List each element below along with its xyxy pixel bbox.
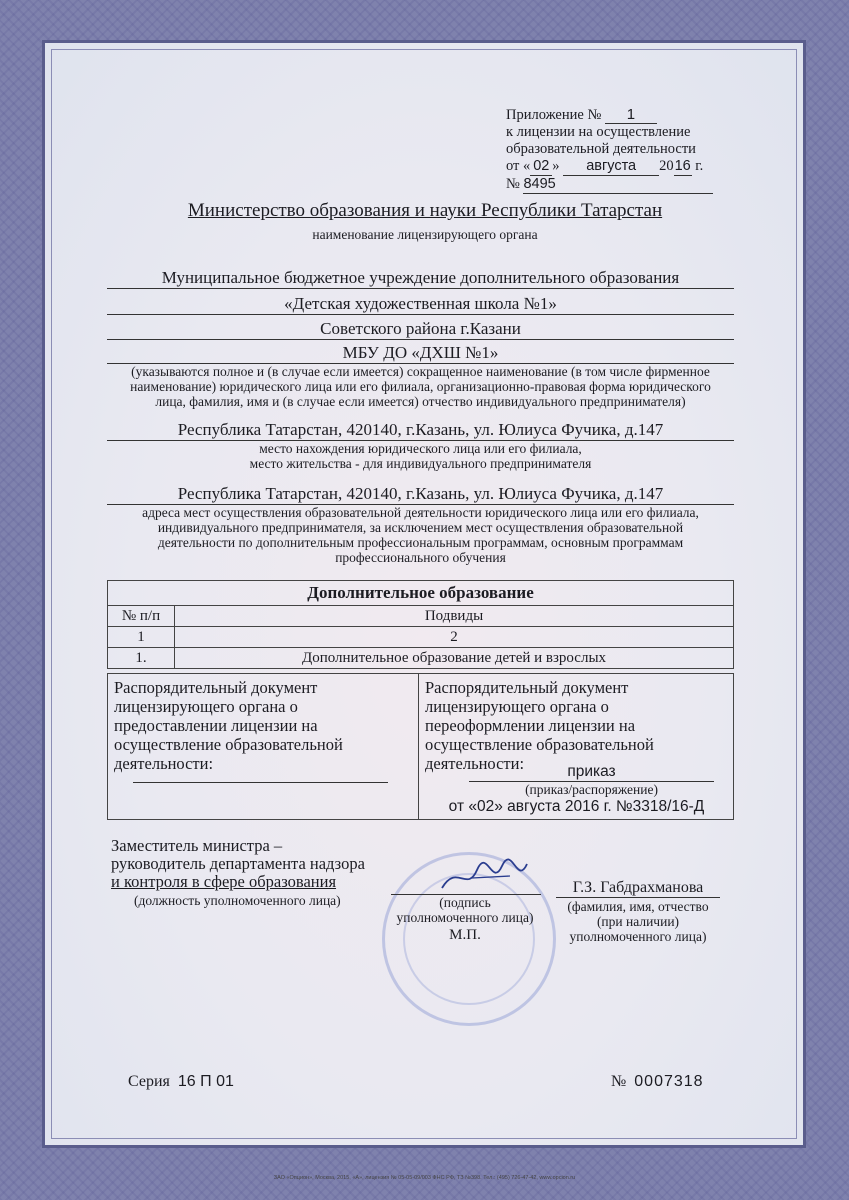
document-type: приказ [469,763,714,782]
printer-note: ЗАО «Опцион», Москва, 2015, «А», лицензия № 05-05-09/003 ФНС РФ, ТЗ №398. Тел.: (495) 726-47-42, www.opcion.ru [273,1175,576,1181]
signer-name: Г.З. Габдрахманова [556,879,720,898]
blank-number-block [611,1073,704,1091]
table-title: Дополнительное образование [108,581,734,606]
blank-number-label: № [611,1073,627,1090]
location-caption: место нахождения юридического лица или его филиала, место жительства - для индивидуального предпринимателя [249,441,592,471]
series-label: Серия [128,1073,170,1090]
table-title-row [108,581,734,606]
series-block [128,1073,234,1091]
blank-number: 0007318 [634,1073,704,1090]
document-type-caption: (приказ/распоряжение) [525,782,658,797]
activity-address: Республика Татарстан, 420140, г.Казань, ул. Юлиуса Фучика, д.147 [177,484,664,503]
licensee-line-1: Муниципальное бюджетное учреждение дополнительного образования [161,268,680,287]
licensor-caption: наименование лицензирующего органа [312,227,538,242]
appendix-line-3: образовательной деятельности [506,141,696,157]
appendix-block [506,106,736,194]
signature-scribble [432,858,542,898]
location-address: Республика Татарстан, 420140, г.Казань, ул. Юлиуса Фучика, д.147 [177,420,664,439]
licensor-name: Министерство образования и науки Республики Татарстан [187,200,663,221]
licensee-short-name: МБУ ДО «ДХШ №1» [342,343,499,362]
reissue-document-box: Распорядительный документ лицензирующего органа о переоформлении лицензии на осуществление образовательной деятельности: приказ (приказ/распоряжение) от «02» августа 2016 г. №3318/16-Д [418,673,734,820]
table-row: 1. Дополнительное образование детей и взрослых [108,648,734,669]
appendix-day: 02 [530,158,552,176]
license-number: 8495 [523,176,713,194]
col-subtype-header: Подвиды [175,606,734,627]
appendix-year: 16 [674,158,691,174]
appendix-line-2: к лицензии на осуществление [506,124,691,140]
licensee-caption: (указываются полное и (в случае если имеется) сокращенное наименование (в том числе фирменное наименование) юридического лица или его филиала, организационно-правовая форма юридического лица, фамилия, имя и (в случае если имеется) отчество индивидуального предпринимателя) [130,364,711,409]
stamp-place-label: М.П. [449,927,481,943]
appendix-number: 1 [605,106,657,124]
signer-name-caption: (фамилия, имя, отчество (при наличии) уполномоченного лица) [567,899,709,944]
activity-caption: адреса мест осуществления образовательной деятельности юридического лица или его филиала, индивидуального предпринимателя, за исключением мест осуществления образовательной деятельности по дополнительным профессиональным программам, основным программам профессионального обучения [142,505,699,565]
document-date-number: от «02» августа 2016 г. №3318/16-Д [448,798,705,815]
licensee-line-3: Советского района г.Казани [320,319,521,338]
appendix-month: августа [563,158,659,176]
signature-caption: (подпись уполномоченного лица) [396,895,534,925]
table-header-row [108,606,734,627]
appendix-license-number-line: № 8495 [506,176,736,194]
grant-document-box: Распорядительный документ лицензирующего органа о предоставлении лицензии на осуществление образовательной деятельности: [107,673,419,820]
position-caption: (должность уполномоченного лица) [134,893,341,908]
signer-position: Заместитель министра – руководитель департамента надзора и контроля в сфере образования [111,836,365,891]
col-number-header: № п/п [108,606,175,627]
table-index-row: 1 2 [108,627,734,648]
appendix-number-line: Приложение № 1 [506,106,736,124]
appendix-date-line: от « 02 » августа 2016 г. [506,158,704,174]
series-value: 16 П 01 [177,1073,234,1090]
education-table [107,580,734,669]
licensee-line-2: «Детская художественная школа №1» [284,294,557,313]
